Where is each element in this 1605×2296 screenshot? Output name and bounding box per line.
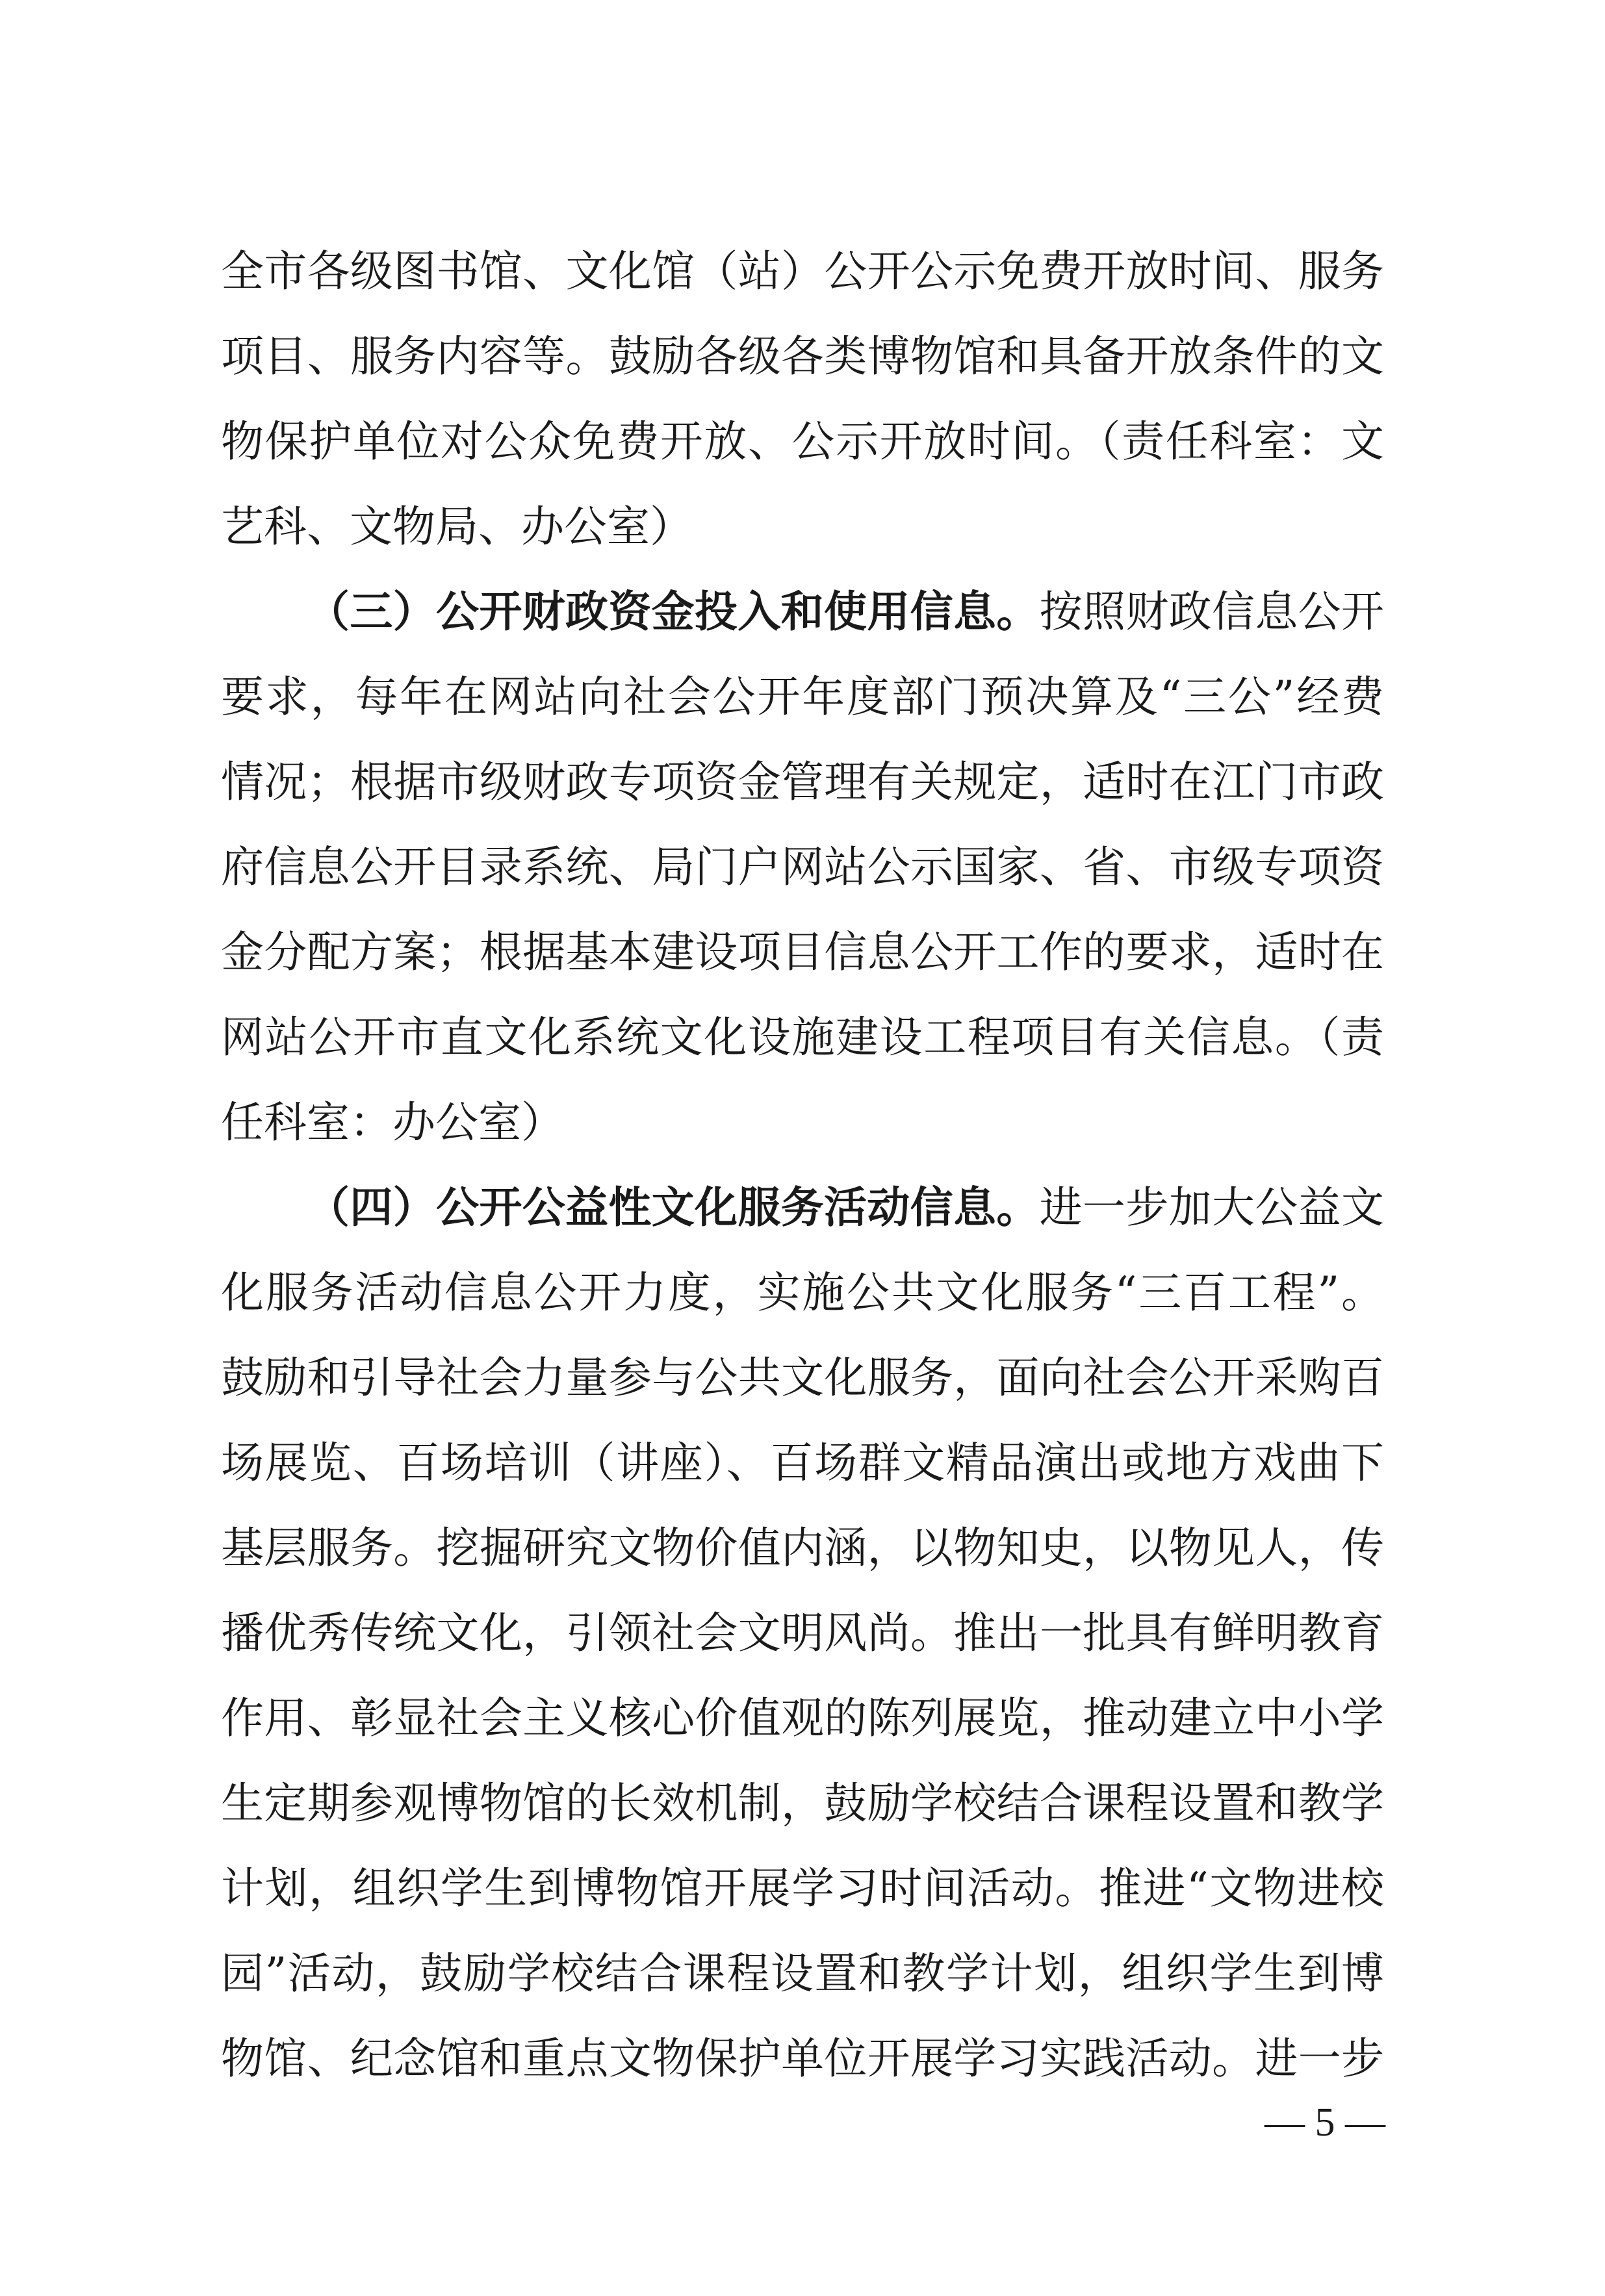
page-number: — 5 — [1265, 2100, 1385, 2145]
paragraph-line: 府信息公开目录系统、局门户网站公示国家、省、市级专项资 [221, 842, 1384, 892]
paragraph-line: 场展览、百场培训（讲座）、百场群文精品演出或地方戏曲下 [221, 1438, 1384, 1488]
paragraph-line: 金分配方案；根据基本建设项目信息公开工作的要求，适时在 [221, 927, 1384, 977]
paragraph-line: 作用、彰显社会主义核心价值观的陈列展览，推动建立中小学 [221, 1693, 1384, 1743]
paragraph-line: 物馆、纪念馆和重点文物保护单位开展学习实践活动。进一步 [221, 2034, 1384, 2084]
paragraph-line: 物保护单位对公众免费开放、公示开放时间。（责任科室：文 [221, 416, 1384, 466]
paragraph-line: 园”活动，鼓励学校结合课程设置和教学计划，组织学生到博 [221, 1948, 1384, 1998]
paragraph-line: 网站公开市直文化系统文化设施建设工程项目有关信息。（责 [221, 1012, 1384, 1062]
paragraph-line: 化服务活动信息公开力度，实施公共文化服务“三百工程”。 [221, 1268, 1384, 1318]
paragraph-line: 全市各级图书馆、文化馆（站）公开公示免费开放时间、服务 [221, 246, 1384, 296]
paragraph-line: 基层服务。挖掘研究文物价值内涵，以物知史，以物见人，传 [221, 1523, 1384, 1573]
section-heading-line [221, 1165, 1384, 1250]
paragraph-line: 播优秀传统文化，引领社会文明风尚。推出一批具有鲜明教育 [221, 1608, 1384, 1658]
paragraph-line: 情况；根据市级财政专项资金管理有关规定，适时在江门市政 [221, 757, 1384, 807]
paragraph-line: 要求，每年在网站向社会公开年度部门预决算及“三公”经费 [221, 672, 1384, 722]
section-heading-line [221, 569, 1384, 654]
paragraph-line: 鼓励和引导社会力量参与公共文化服务，面向社会公开采购百 [221, 1353, 1384, 1403]
paragraph-text: 进一步加大公益文 [1039, 1182, 1385, 1232]
paragraph-line: 生定期参观博物馆的长效机制，鼓励学校结合课程设置和教学 [221, 1778, 1384, 1828]
paragraph-text: 按照财政信息公开 [1039, 587, 1385, 637]
paragraph-line: 计划，组织学生到博物馆开展学习时间活动。推进“文物进校 [221, 1863, 1384, 1913]
section-heading: （三）公开财政资金投入和使用信息。 [307, 587, 1040, 637]
paragraph-line: 项目、服务内容等。鼓励各级各类博物馆和具备开放条件的文 [221, 331, 1384, 381]
paragraph-line: 艺科、文物局、办公室） [221, 502, 693, 552]
section-heading: （四）公开公益性文化服务活动信息。 [307, 1182, 1040, 1232]
body-text [221, 229, 1384, 2101]
paragraph-line: 任科室：办公室） [221, 1097, 564, 1147]
